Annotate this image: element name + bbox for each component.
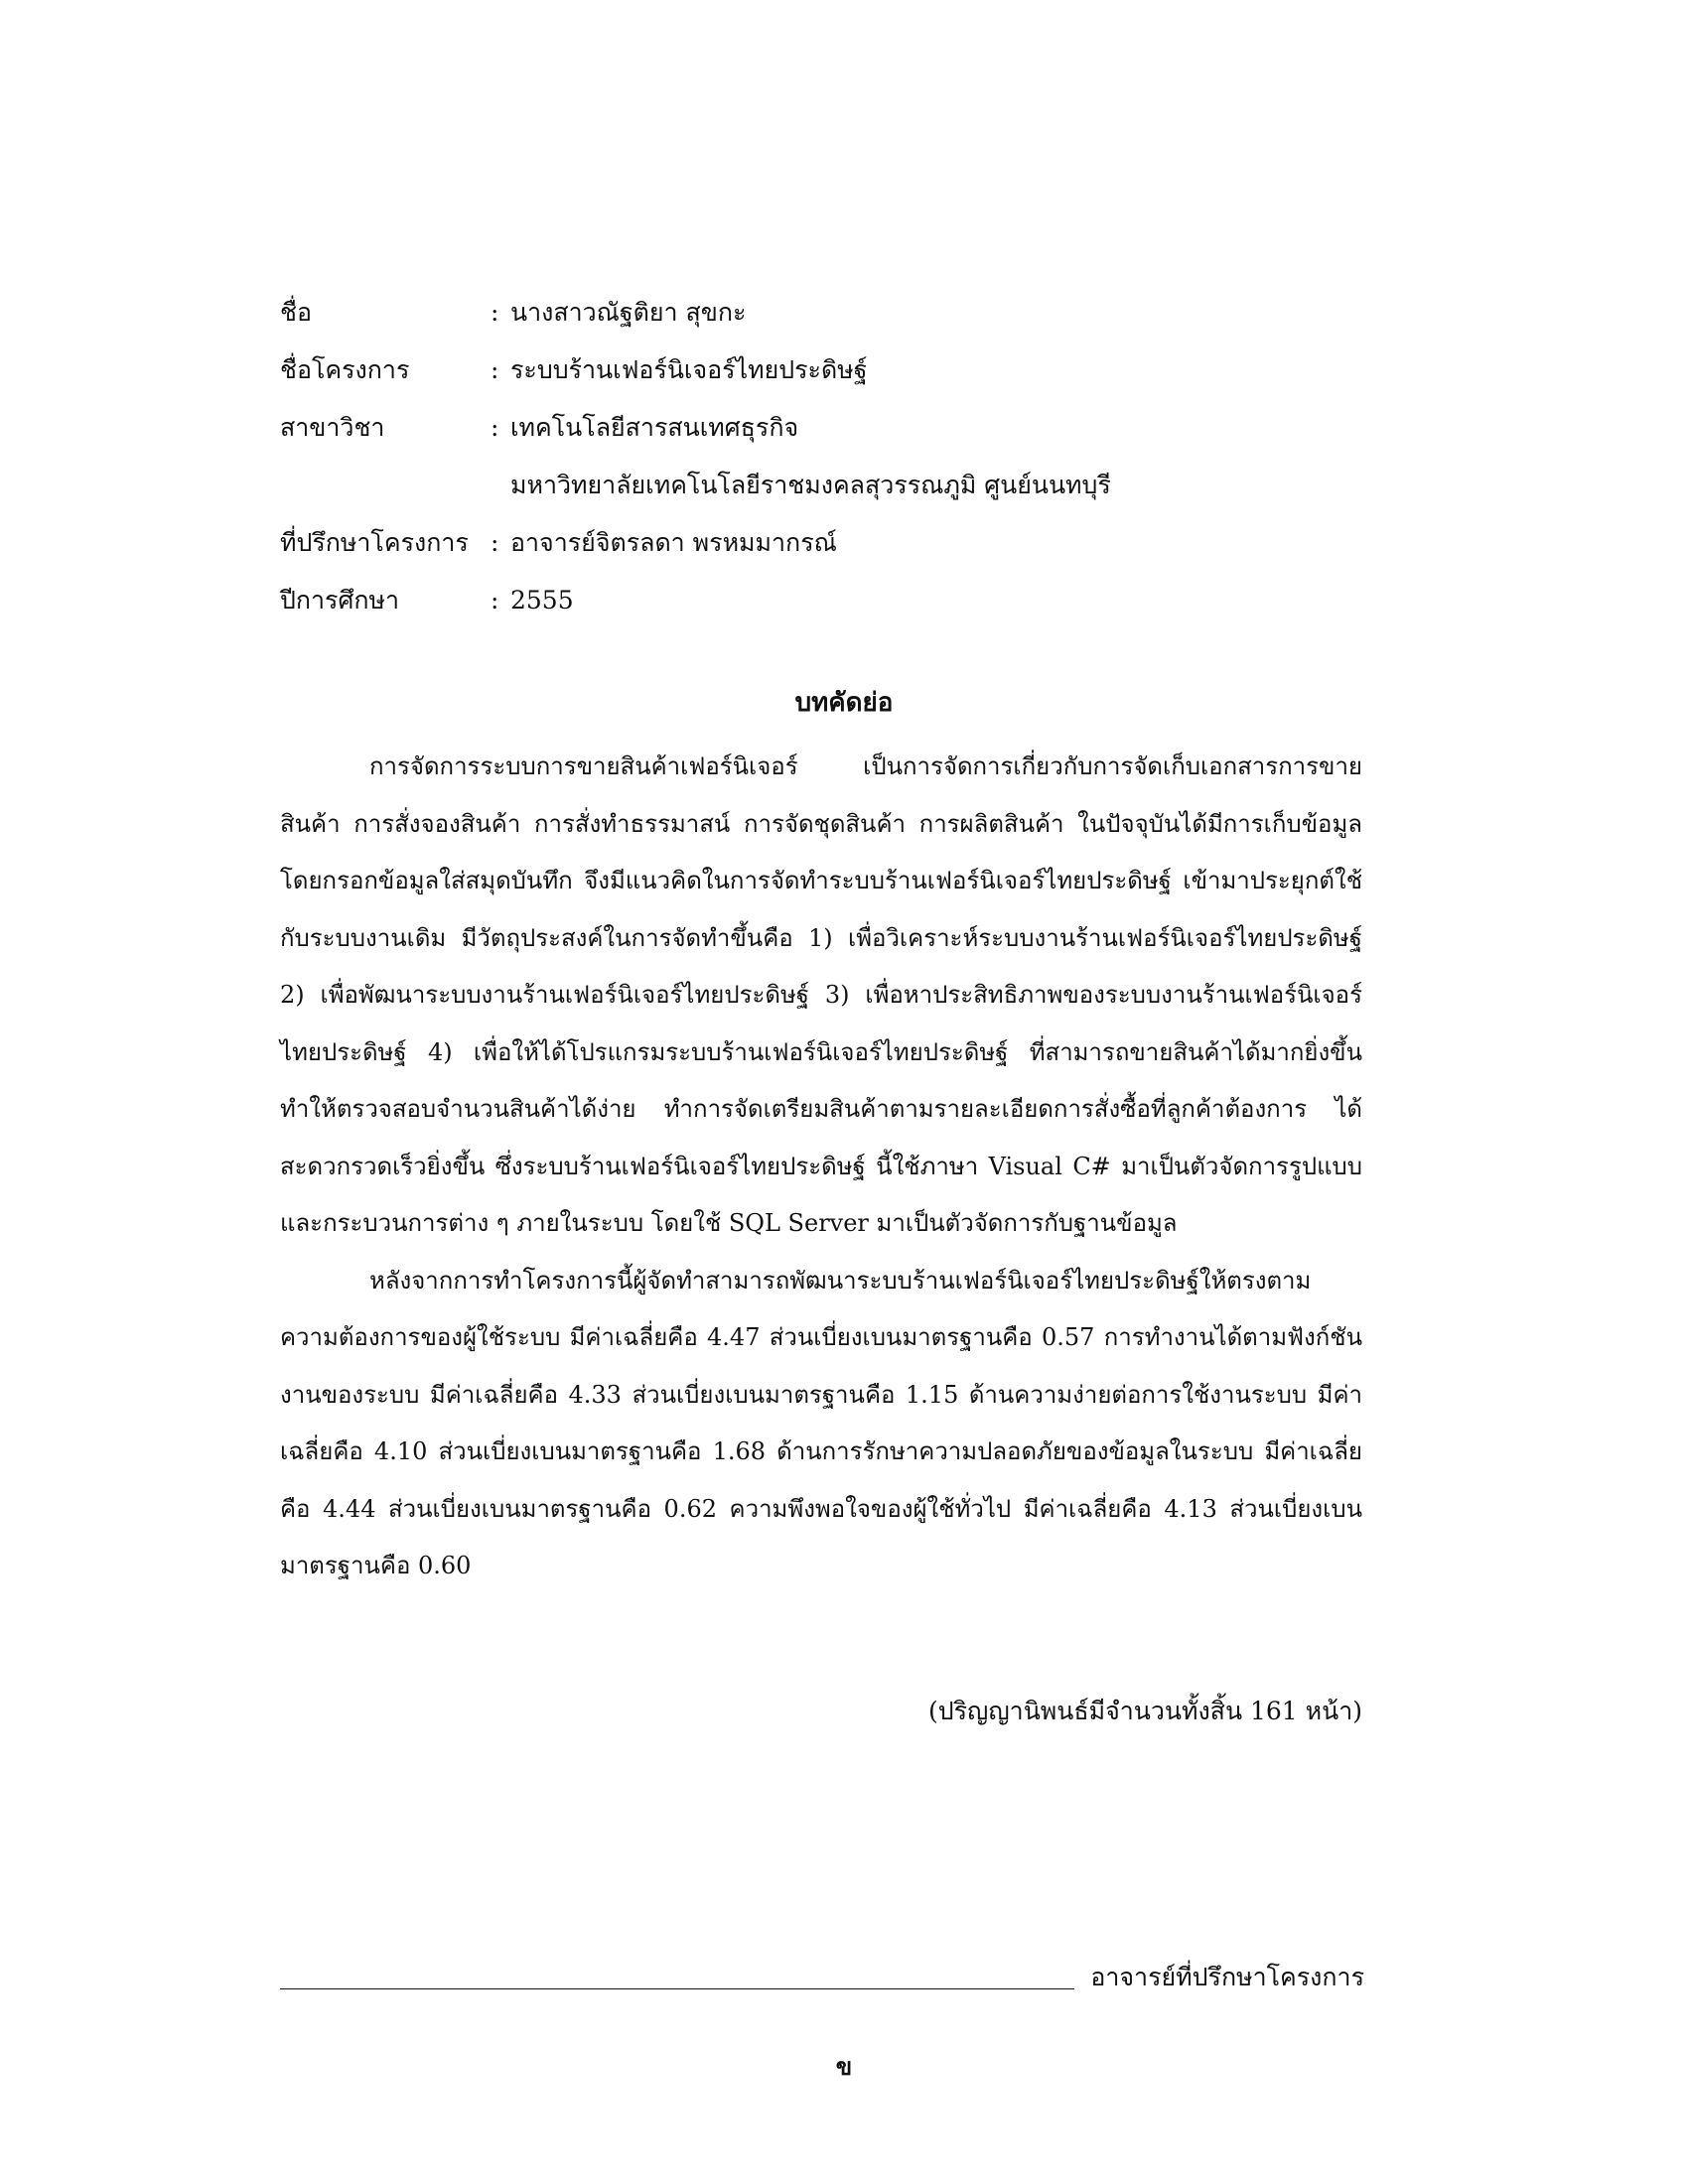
signature-label: อาจารย์ที่ปรึกษาโครงการ <box>1090 1963 1364 1991</box>
advisor-signature <box>280 1956 1364 1999</box>
info-label: ที่ปรึกษาโครงการ <box>280 528 469 557</box>
info-colon: : <box>491 413 499 442</box>
info-label: ชื่อ <box>280 298 312 327</box>
info-row-name <box>280 284 1372 341</box>
abstract-paragraph-2: หลังจากการทำโครงการนี้ผู้จัดทำสามารถพัฒนาระบบร้านเฟอร์นิเจอร์ไทยประดิษฐ์ให้ตรงตามความต้องการของผู้ใช้ระบบ มีค่าเฉลี่ยคือ 4.47 ส่วนเบี่ยงเบนมาตรฐานคือ 0.57 การทำงานได้ตามฟังก์ชันงานของระบบ มีค่าเฉลี่ยคือ 4.33 ส่วนเบี่ยงเบนมาตรฐานคือ 1.15 ด้านความง่ายต่อการใช้งานระบบ มีค่าเฉลี่ยคือ 4.10 ส่วนเบี่ยงเบนมาตรฐานคือ 1.68 ด้านการรักษาความปลอดภัยของข้อมูลในระบบ มีค่าเฉลี่ยคือ 4.44 ส่วนเบี่ยงเบนมาตรฐานคือ 0.62 ความพึงพอใจของผู้ใช้ทั่วไป มีค่าเฉลี่ยคือ 4.13 ส่วนเบี่ยงเบนมาตรฐานคือ 0.60 <box>280 1266 1362 1579</box>
info-value: อาจารย์จิตรลดา พรหมมากรณ์ <box>510 528 837 557</box>
info-label: ชื่อโครงการ <box>280 355 410 384</box>
info-value: เทคโนโลยีสารสนเทศธุรกิจ <box>510 413 799 442</box>
thesis-info-block <box>280 284 1372 629</box>
info-colon: : <box>491 586 499 614</box>
info-value: นางสาวณัฐติยา สุขกะ <box>510 298 747 327</box>
page-count-note: (ปริญญานิพนธ์มีจำนวนทั้งสิ้น 161 หน้า) <box>928 1697 1362 1725</box>
abstract-paragraph-1: การจัดการระบบการขายสินค้าเฟอร์นิเจอร์ เป็นการจัดการเกี่ยวกับการจัดเก็บเอกสารการขายสินค้า การสั่งจองสินค้า การสั่งทำธรรมาสน์ การจัดชุดสินค้า การผลิตสินค้า ในปัจจุบันได้มีการเก็บข้อมูลโดยกรอกข้อมูลใส่สมุดบันทึก จึงมีแนวคิดในการจัดทำระบบร้านเฟอร์นิเจอร์ไทยประดิษฐ์ เข้ามาประยุกต์ใช้กับระบบงานเดิม มีวัตถุประสงค์ในการจัดทำขึ้นคือ 1) เพื่อวิเคราะห์ระบบงานร้านเฟอร์นิเจอร์ไทยประดิษฐ์ 2) เพื่อพัฒนาระบบงานร้านเฟอร์นิเจอร์ไทยประดิษฐ์ 3) เพื่อหาประสิทธิภาพของระบบงานร้านเฟอร์นิเจอร์ไทยประดิษฐ์ 4) เพื่อให้ได้โปรแกรมระบบร้านเฟอร์นิเจอร์ไทยประดิษฐ์ ที่สามารถขายสินค้าได้มากยิ่งขึ้นทำให้ตรวจสอบจำนวนสินค้าได้ง่าย ทำการจัดเตรียมสินค้าตามรายละเอียดการสั่งซื้อที่ลูกค้าต้องการ ได้สะดวกรวดเร็วยิ่งขึ้น ซึ่งระบบร้านเฟอร์นิเจอร์ไทยประดิษฐ์ นี้ใช้ภาษา Visual C# มาเป็นตัวจัดการรูปแบบและกระบวนการต่าง ๆ ภายในระบบ โดยใช้ SQL Server มาเป็นตัวจัดการกับฐานข้อมูล <box>280 752 1362 1237</box>
info-row-department <box>280 399 1372 457</box>
abstract-body <box>280 739 1362 1595</box>
info-colon: : <box>491 298 499 327</box>
info-value-continuation: มหาวิทยาลัยเทคโนโลยีราชมงคลสุวรรณภูมิ ศูนย์นนทบุรี <box>510 471 1111 499</box>
info-label: สาขาวิชา <box>280 413 385 442</box>
info-value: 2555 <box>510 586 574 614</box>
info-row-project <box>280 341 1372 399</box>
info-value: ระบบร้านเฟอร์นิเจอร์ไทยประดิษฐ์ <box>510 355 868 384</box>
info-row-advisor <box>280 514 1372 572</box>
info-colon: : <box>491 528 499 557</box>
info-label: ปีการศึกษา <box>280 586 399 614</box>
info-row-department-continuation <box>280 457 1372 514</box>
info-row-year <box>280 572 1372 629</box>
signature-line <box>280 1988 1074 1989</box>
abstract-title: บทคัดย่อ <box>794 688 894 718</box>
page-number: ข <box>835 2052 853 2081</box>
info-colon: : <box>491 355 499 384</box>
